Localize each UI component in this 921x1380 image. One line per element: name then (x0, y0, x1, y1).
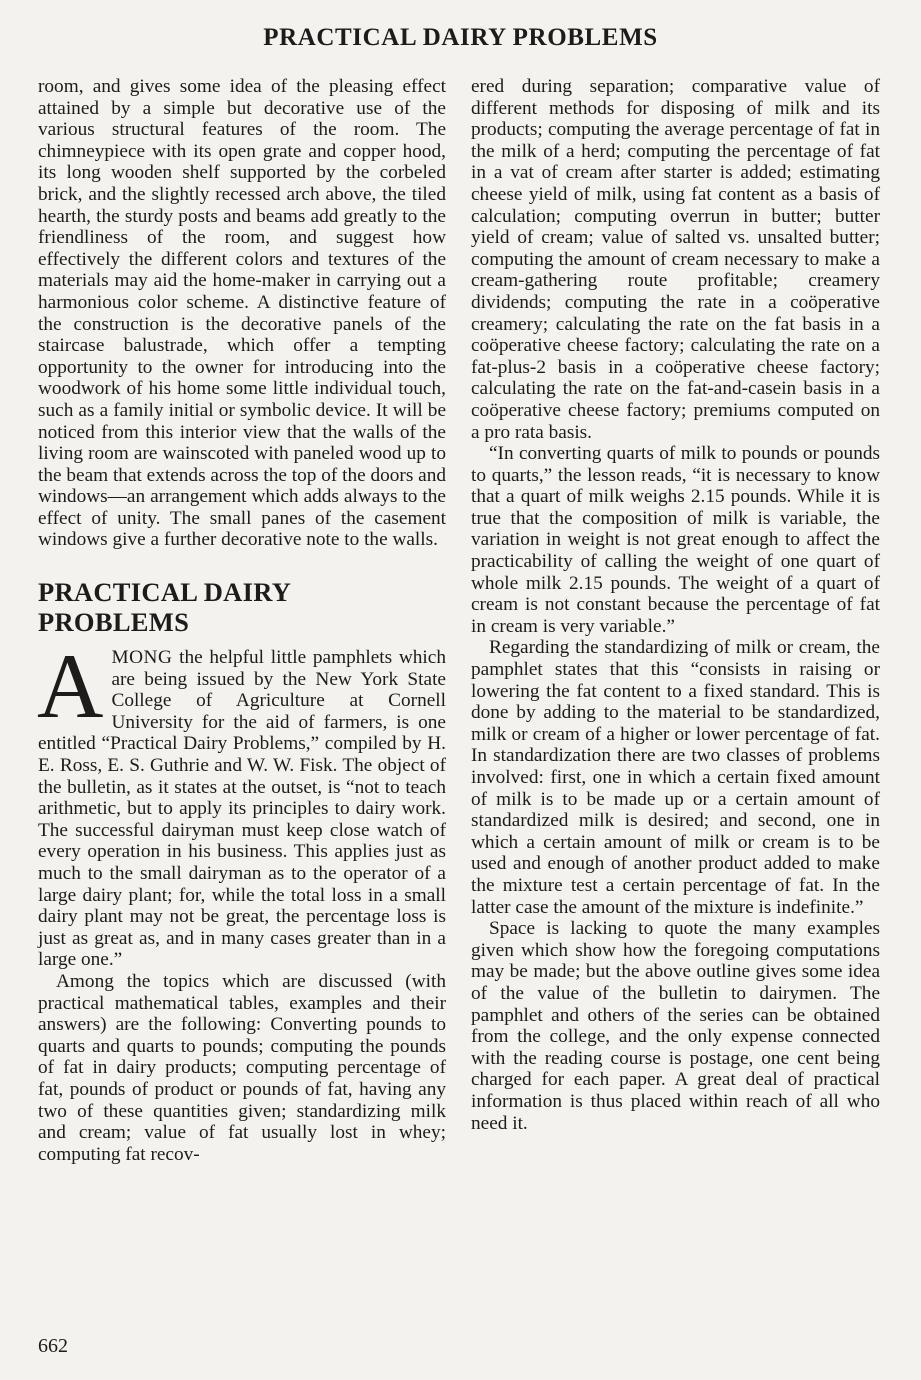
running-head: PRACTICAL DAIRY PROBLEMS (263, 24, 658, 51)
section-title: PRACTICAL DAIRY PROBLEMS (38, 577, 291, 638)
page-number: 662 (38, 1335, 68, 1357)
standardizing-paragraph: Regarding the standardizing of milk or cream, the pamphlet states that this “consists in raising or lowering the fat content to a fixed standard. This is done by adding to the material to be standardized, milk or cream of a higher or lower percentage of fat. In standardization there are two classes of problems involved: first, one in which a certain fixed amount of milk is to be made up or a certain amount of standardized milk is desired; and second, one in which a certain amount of milk or cream is to be used and enough of another product added to make the mixture test a certain percentage of fat. In the latter case the amount of the mixture is indefinite.” (471, 637, 880, 918)
left-column (38, 76, 446, 1165)
lead-word: MONG (111, 647, 173, 669)
continued-paragraph: room, and gives some idea of the pleasing effect attained by a simple but decorative use of the various structural features of the room. The chimneypiece with its open grate and copper hood, its long wooden shelf supported by the corbeled brick, and the slightly recessed arch above, the tiled hearth, the sturdy posts and beams add greatly to the friendliness of the room, and suggest how effectively the different colors and textures of the materials may aid the home-maker in carrying out a harmonious color scheme. A distinctive feature of the construction is the decorative panels of the staircase balustrade, which offer a tempting opportunity to the owner for introducing into the woodwork of his home some little individual touch, such as a family initial or symbolic device. It will be noticed from this interior view that the walls of the living room are wainscoted with paneled wood up to the beam that extends across the top of the doors and windows—an arrangement which adds always to the effect of unity. The small panes of the casement windows give a further decorative note to the walls. (38, 76, 447, 551)
intro-text: the helpful little pamphlets which are being issued by the New York State College of Agriculture at Cornell University for the aid of farmers, is one entitled “Practical Dairy Problems,” compiled by H. E. Ross, E. S. Guthrie and W. W. Fisk. The object of the bulletin, as it states at the outset, is “not to teach arithmetic, but to apply its principles to dairy work. The successful dairyman must keep close watch of every operation in his business. This applies just as much to the small dairyman as to the operator of a large dairy plant; for, while the total loss in a small dairy plant may not be great, the percentage loss is just as great as, and in many cases greater than in a large one.” (38, 647, 446, 971)
intro-paragraph (37, 635, 446, 971)
quarts-paragraph: “In converting quarts of milk to pounds or pounds to quarts,” the lesson reads, “it is necessary to know that a quart of milk weighs 2.15 pounds. While it is true that the composition of milk is variable, the variation in weight is not great enough to affect the practicability of calling the weight of one quart of whole milk 2.15 pounds. The weight of a quart of cream is not constant because the percentage of fat in cream is very variable.” (471, 443, 880, 637)
topics-continued-paragraph: ered during separation; comparative value of different methods for disposing of milk and its products; computing the average percentage of fat in the milk of a herd; computing the percentage of fat in a vat of cream after starter is added; estimating cheese yield of milk, using fat content as a basis of calculation; computing overrun in butter; butter yield of cream; value of salted vs. unsalted butter; computing the amount of cream necessary to make a cream-gathering route profitable; creamery dividends; computing the rate in a coöperative creamery; calculating the rate on the fat basis in a coöperative cheese factory; calculating the rate on a fat-plus-2 basis in a coöperative cheese factory; calculating the rate on the fat-and-casein basis in a coöperative cheese factory; premiums computed on a pro rata basis. (471, 76, 880, 443)
drop-cap: A (37, 635, 104, 738)
topics-paragraph: Among the topics which are discussed (with practical mathematical tables, examples and their answers) are the following: Converting pounds to quarts and quarts to pounds; computing the pounds of fat in dairy products; computing percentage of fat, pounds of product or pounds of fat, having any two of these quantities given; standardizing milk and cream; value of fat usually lost in whey; computing fat recov- (38, 970, 446, 1165)
right-column (471, 76, 880, 1134)
closing-paragraph: Space is lacking to quote the many examples given which show how the foregoing computations may be made; but the above outline gives some idea of the value of the bulletin to dairymen. The pamphlet and others of the series can be obtained from the college, and the only expense connected with the reading course is postage, one cent being charged for each paper. A great deal of practical information is thus placed within reach of all who need it. (471, 918, 880, 1134)
